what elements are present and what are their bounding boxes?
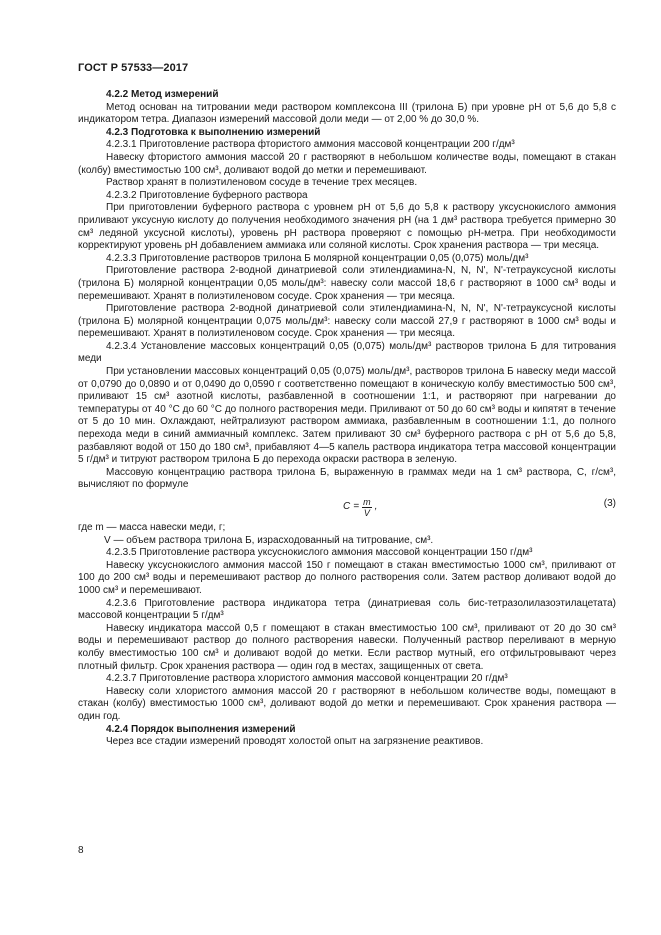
paragraph: При установлении массовых концентраций 0,05 (0,075) моль/дм³, растворов трилона Б навеску меди массой от 0,0790 до 0,0890 и от 0,0490 до 0,0590 г соответственно помещают в коническую колбу вместимостью 500 см³, приливают 15 см³ азотной кислоты, разбавленной в соотношении 1:1, и растворяют при нагревании до температуры от 40 °С до 60 °С до полного растворения меди. Приливают от 50 до 60 см³ воды и кипятят в течение от 5 до 10 мин. Охлаждают, нейтрализуют раствором аммиака, разбавленным в соотношении 1:1, до полного перехода меди в синий аммиачный комплекс. Затем приливают 30 см³ буферного раствора с pH от 5,6 до 5,8, разбавляют водой от 150 до 180 см³, прибавляют 4—5 капель раствора индикатора тетра массовой концентрации 5 г/дм³ и титруют раствором трилона Б до перехода окраски раствора в зеленую. — [78, 366, 616, 466]
formula-legend: где m — масса навески меди, г; — [78, 522, 226, 533]
formula-fraction — [362, 497, 372, 518]
paragraph: 4.2.3.5 Приготовление раствора уксуснокислого аммония массовой концентрации 150 г/дм³ — [106, 547, 533, 559]
paragraph: Раствор хранят в полиэтиленовом сосуде в течение трех месяцев. — [106, 177, 418, 189]
formula-expression — [343, 497, 377, 518]
paragraph: 4.2.3.3 Приготовление растворов трилона Б молярной концентрации 0,05 (0,075) моль/дм³ — [106, 252, 529, 264]
paragraph: Метод основан на титровании меди раствором комплексона III (трилона Б) при уровне pH от 5,6 до 5,8 с индикатором тетра. Диапазон измерений массовой доли меди — от 2,00 % до 30,0 %. — [78, 101, 616, 126]
paragraph: 4.2.3.6 Приготовление раствора индикатора тетра (динатриевая соль бис-тетразолилазоэтилацетата) массовой концентрации 5 г/дм³ — [78, 597, 616, 622]
section-heading: 4.2.2 Метод измерений — [106, 89, 219, 100]
document-body — [78, 89, 616, 749]
paragraph: Навеску индикатора массой 0,5 г помещают в стакан вместимостью 100 см³, приливают от 20 до 30 см³ воды и перемешивают раствор до полного растворения навески. Полученный раствор переливают в мерную колбу вместимостью 100 см³ и доливают водой до метки. Если раствор мутный, его отфильтровывают через плотный фильтр. Срок хранения раствора — один год в местах, защищенных от света. — [78, 622, 616, 672]
paragraph: 4.2.3.4 Установление массовых концентраций 0,05 (0,075) моль/дм³ растворов трилона Б для титрования меди — [78, 340, 616, 365]
paragraph: При приготовлении буферного раствора с уровнем pH от 5,6 до 5,8 к раствору уксуснокислого аммония приливают уксусную кислоту до получения необходимого значения pH (на 1 дм³ раствора требуется примерно 30 см³ ледяной уксусной кислоты), уровень pH раствора проверяют с помощью pH-метра. При необходимости корректируют уровень pH добавлением аммиака или соляной кислоты. Срок хранения раствора — три месяца. — [78, 202, 616, 252]
formula-numerator: m — [363, 497, 371, 507]
paragraph: Навеску уксуснокислого аммония массой 150 г помещают в стакан вместимостью 1000 см³, приливают от 100 до 200 см³ воды и перемешивают раствор до полного растворения соли. Затем раствор доливают водой до 1000 см³ и перемешивают. — [78, 559, 616, 596]
formula-equals: = — [353, 501, 360, 513]
paragraph: 4.2.3.7 Приготовление раствора хлористого аммония массовой концентрации 20 г/дм³ — [106, 673, 508, 685]
paragraph: Навеску соли хлористого аммония массой 20 г растворяют в небольшом количестве воды, помещают в стакан (колбу) вместимостью 1000 см³, доливают водой до метки и перемешивают. Срок хранения раствора — один год. — [78, 685, 616, 722]
paragraph: Навеску фтористого аммония массой 20 г растворяют в небольшом количестве воды, помещают в стакан (колбу) вместимостью 100 см³, доливают водой до метки и перемешивают. — [78, 151, 616, 176]
formula-3 — [78, 492, 616, 522]
section-heading: 4.2.3 Подготовка к выполнению измерений — [106, 126, 321, 138]
standard-header: ГОСТ Р 57533—2017 — [78, 62, 189, 74]
paragraph: Массовую концентрацию раствора трилона Б, выраженную в граммах меди на 1 см³ раствора, C, г/см³, вычисляют по формуле — [78, 466, 616, 491]
paragraph: 4.2.3.1 Приготовление раствора фтористого аммония массовой концентрации 200 г/дм³ — [106, 139, 515, 151]
paragraph: 4.2.3.2 Приготовление буферного раствора — [106, 189, 308, 201]
page-number: 8 — [78, 845, 84, 856]
equation-number: (3) — [603, 498, 616, 509]
section-heading: 4.2.4 Порядок выполнения измерений — [106, 723, 296, 735]
formula-tail: , — [374, 501, 378, 513]
paragraph: Через все стадии измерений проводят холостой опыт на загрязнение реактивов. — [106, 736, 484, 748]
formula-lhs: C — [343, 501, 351, 513]
paragraph: Приготовление раствора 2-водной динатриевой соли этилендиамина-N, N, N', N'-тетрауксусной кислоты (трилона Б) молярной концентрации 0,075 моль/дм³: навеску соли массой 27,9 г растворяют в 1000 см³ воды и перемешивают. Хранят в полиэтиленовом сосуде. Срок хранения — три месяца. — [78, 303, 616, 340]
formula-legend: V — объем раствора трилона Б, израсходованный на титрование, см³. — [104, 534, 434, 546]
paragraph: Приготовление раствора 2-водной динатриевой соли этилендиамина-N, N, N', N'-тетрауксусной кислоты (трилона Б) молярной концентрации 0,05 моль/дм³: навеску соли массой 18,6 г растворяют в 1000 см³ воды и перемешивают. Хранят в полиэтиленовом сосуде. Срок хранения — три месяца. — [78, 265, 616, 302]
formula-denominator: V — [363, 508, 370, 518]
